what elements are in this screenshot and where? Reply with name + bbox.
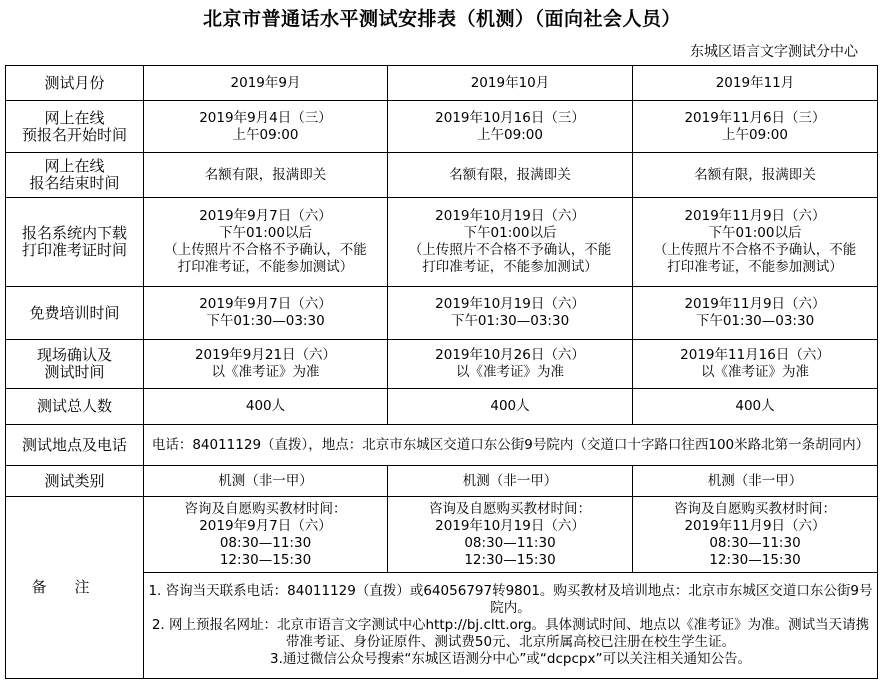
registration-start-row: [6, 101, 878, 153]
cell-line: 400人: [735, 398, 775, 414]
cell-line: 名额有限，报满即关: [449, 166, 571, 183]
row-label: [6, 153, 144, 198]
cell-line: 下午01:30—03:30: [695, 313, 815, 329]
purchase-line: 咨询及自愿购买教材时间：: [184, 500, 347, 517]
purchase-line: 12:30—15:30: [709, 551, 801, 568]
cell-line: 以《准考证》为准: [456, 364, 564, 380]
cell-line: 2019年10月16日（三）: [435, 109, 585, 126]
remarks-purchase-row: [6, 497, 878, 573]
schedule-cell: [388, 340, 633, 389]
purchase-line: 12:30—15:30: [219, 551, 312, 568]
purchase-line: 咨询及自愿购买教材时间：: [429, 500, 591, 517]
note-line: 2. 网上预报名网址：北京市语言文字测试中心http://bj.cltt.org。具体测试时间、地点以《准考证》为准。测试当天请携带准考证、身份证原件、测试费50元、北京所属高校已注册在校生学生证。: [151, 617, 870, 650]
schedule-cell: [388, 198, 633, 287]
schedule-cell: [633, 340, 878, 389]
cell-line: （上传照片不合格不予确认，不能: [164, 242, 367, 258]
cell-line: 2019年9月7日（六）: [199, 208, 332, 224]
schedule-cell: [633, 287, 878, 340]
month-header: 2019年10月: [388, 66, 633, 101]
row-label-line: 打印准考证时间: [21, 241, 127, 259]
cell-line: 下午01:30—03:30: [206, 313, 325, 329]
month-header: 2019年9月: [144, 66, 388, 101]
cell-line: 下午01:30—03:30: [450, 313, 570, 329]
purchase-time-cell: [388, 497, 633, 573]
row-label-line: 测试总人数: [36, 397, 112, 415]
row-label: [6, 287, 144, 340]
schedule-cell: [633, 153, 878, 198]
row-label: [6, 198, 144, 287]
training-row: [6, 287, 878, 340]
notes-cell: [144, 573, 878, 679]
admission-ticket-row: [6, 198, 878, 287]
row-label-line: 现场确认及: [36, 346, 112, 364]
schedule-cell: [633, 198, 878, 287]
cell-line: 400人: [490, 398, 530, 414]
cell-line: 上午09:00: [232, 126, 299, 143]
row-label: [6, 389, 144, 425]
category-cell: 机测（非一甲）: [388, 466, 633, 497]
note-line: 1. 咨询当天联系电话：84011129（直拨）或64056797转9801。购买教材及培训地点：北京市东城区交道口东公街9号院内。: [148, 583, 873, 616]
schedule-cell: [633, 101, 878, 153]
cell-line: 名额有限，报满即关: [204, 166, 327, 183]
purchase-line: 12:30—15:30: [464, 551, 556, 568]
purchase-line: 2019年11月9日（六）: [684, 517, 826, 534]
schedule-cell: [388, 287, 633, 340]
confirmation-row: [6, 340, 878, 389]
schedule-cell: [388, 389, 633, 425]
cell-line: 打印准考证，不能参加测试）: [422, 259, 598, 275]
location-text: 电话：84011129（直拨），地点：北京市东城区交道口东公街9号院内（交道口十字路口往西100米路北第一条胡同内）: [144, 425, 878, 466]
month-header: 2019年11月: [633, 66, 878, 101]
cell-line: 下午01:00以后: [219, 225, 312, 241]
schedule-cell: [144, 198, 388, 287]
category-row: [6, 466, 878, 497]
schedule-cell: [144, 101, 388, 153]
page-title: 北京市普通话水平测试安排表（机测）（面向社会人员）: [202, 8, 681, 30]
remarks-label: 备注: [6, 497, 144, 679]
location-label: 测试地点及电话: [6, 425, 144, 466]
schedule-cell: [144, 153, 388, 198]
row-label-line: 网上在线: [44, 108, 105, 127]
row-label-line: 测试时间: [44, 363, 105, 381]
cell-line: 2019年10月19日（六）: [435, 296, 585, 312]
purchase-line: 08:30—11:30: [464, 534, 556, 551]
purchase-line: 咨询及自愿购买教材时间：: [674, 500, 836, 517]
schedule-cell: [388, 101, 633, 153]
row-label-line: 报名系统内下载: [21, 224, 127, 242]
row-label-line: 免费培训时间: [29, 303, 120, 322]
purchase-line: 2019年9月7日（六）: [199, 517, 332, 534]
category-cell: 机测（非一甲）: [633, 466, 878, 497]
cell-line: 2019年9月7日（六）: [199, 296, 332, 312]
cell-line: 2019年11月9日（六）: [684, 208, 826, 224]
schedule-cell: [144, 287, 388, 340]
cell-line: 下午01:00以后: [708, 225, 802, 241]
note-line: 3.通过微信公众号搜索“东城区语测分中心”或“dcpcpx”可以关注相关通知公告。: [270, 651, 751, 667]
registration-end-row: [6, 153, 878, 198]
schedule-cell: [388, 153, 633, 198]
cell-line: 400人: [245, 398, 286, 414]
cell-line: 以《准考证》为准: [211, 364, 320, 380]
header-label: 测试月份: [6, 66, 144, 101]
schedule-table: [5, 65, 878, 679]
cell-line: 2019年11月16日（六）: [680, 347, 830, 363]
purchase-line: 08:30—11:30: [709, 534, 801, 551]
cell-line: 名额有限，报满即关: [694, 166, 816, 183]
cell-line: 2019年9月21日（六）: [194, 347, 337, 363]
total-row: [6, 389, 878, 425]
location-row: [6, 425, 878, 466]
row-label-line: 报名结束时间: [29, 174, 120, 192]
purchase-line: 2019年10月19日（六）: [435, 517, 585, 534]
schedule-cell: [144, 389, 388, 425]
cell-line: 2019年11月6日（三）: [684, 109, 826, 126]
cell-line: （上传照片不合格不予确认，不能: [653, 242, 857, 258]
schedule-cell: [633, 389, 878, 425]
cell-line: 2019年9月4日（三）: [199, 109, 332, 126]
row-label-line: 网上在线: [44, 157, 105, 175]
cell-line: 上午09:00: [722, 126, 788, 143]
purchase-time-cell: [633, 497, 878, 573]
purchase-time-cell: [144, 497, 388, 573]
cell-line: 以《准考证》为准: [701, 364, 809, 380]
cell-line: 打印准考证，不能参加测试）: [177, 259, 354, 275]
header-row: [6, 66, 878, 101]
row-label-line: 预报名开始时间: [21, 125, 127, 144]
row-label: [6, 101, 144, 153]
cell-line: 2019年10月19日（六）: [435, 208, 585, 224]
cell-line: 2019年10月26日（六）: [435, 347, 585, 363]
cell-line: 2019年11月9日（六）: [684, 296, 826, 312]
category-label: 测试类别: [6, 466, 144, 497]
cell-line: （上传照片不合格不予确认，不能: [408, 242, 612, 258]
category-cell: 机测（非一甲）: [144, 466, 388, 497]
schedule-cell: [144, 340, 388, 389]
cell-line: 打印准考证，不能参加测试）: [667, 259, 843, 275]
purchase-line: 08:30—11:30: [219, 534, 312, 551]
cell-line: 下午01:00以后: [463, 225, 557, 241]
row-label: [6, 340, 144, 389]
cell-line: 上午09:00: [477, 126, 543, 143]
organization-name: 东城区语言文字测试分中心: [690, 44, 858, 60]
